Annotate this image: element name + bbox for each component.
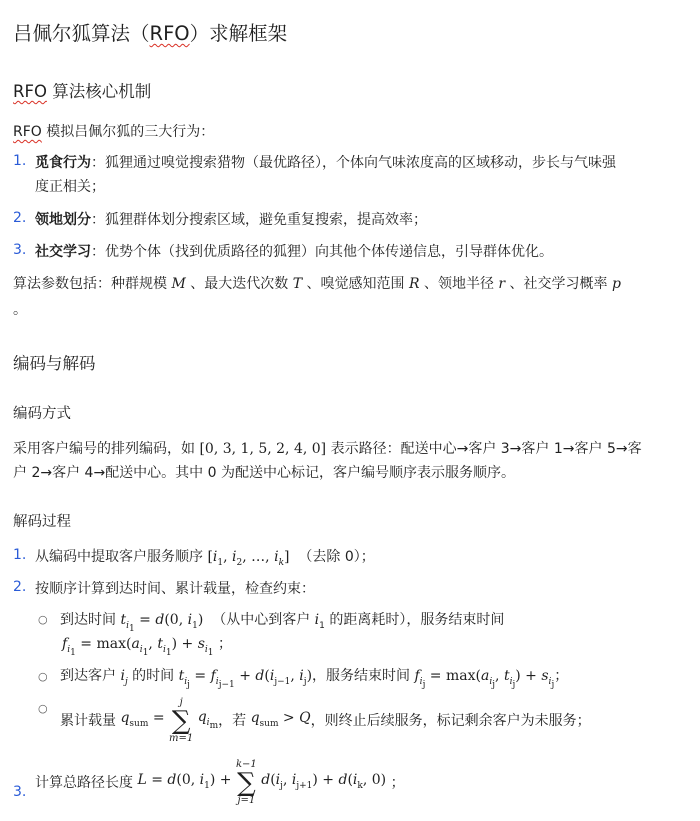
list-number: 2. (13, 210, 27, 226)
page-title: 吕佩尔狐算法（RFO）求解框架 (13, 22, 288, 45)
decode-step-3: 计算总路径长度 L = d(0, $i_1$) + k−1 ∑ j=1 $d(i_j$, $i_{j+1}) + d(i_k$, 0) ； (35, 759, 405, 806)
list-number: 3. (13, 242, 27, 258)
encoding-vector: [0, 3, 1, 5, 2, 4, 0] (199, 441, 327, 457)
params-end: 。 (13, 302, 27, 318)
decode-step-2: 按顺序计算到达时间、累计载量，检查约束： (35, 581, 315, 597)
formula-length: L = d(0, $i_1$) + (137, 772, 236, 791)
intro-paragraph: RFO 模拟吕佩尔狐的三大行为： (13, 124, 215, 140)
list-number: 2. (13, 579, 27, 595)
decode-step-1: 从编码中提取客户服务顺序 [$i_1$, $i_2$, …, $i_k$] （去除 0）； (35, 549, 375, 568)
decode-substep-arrival: 到达时间 $t_{i_1} = d(0$, $i_1$) （从中心到客户 $i_1$ 的距离耗时），服务结束时间 (60, 612, 505, 634)
subheading-decoding: 解码过程 (13, 514, 71, 530)
list-item-social: 社交学习：优势个体（找到优质路径的狐狸）向其他个体传递信息，引导群体优化。 (35, 244, 553, 260)
section-heading-core: RFO 算法核心机制 (13, 82, 152, 101)
decode-substep-next: 到达客户 $i_j$ 的时间 $t_{i_j} = f_{i_{j-1}} + d(i_{j-1}$, $i_j$)，服务结束时间 $f_{i_j} = \max(a_{i_j}$, $t_{i_j}) + s_{i_j}$； (60, 668, 569, 690)
formula-arrival-j: $t_{i_j} = f_{i_{j-1}} + d(i_{j-1}$, $i_j$) (178, 668, 313, 690)
decode-substep-load: 累计载量 $q_{sum}$ = j ∑ m=1 $q_{i_m}$，若 $q_{sum} > Q$，则终止后续服务，标记剩余客户为未服务； (60, 697, 591, 744)
list-item-foraging-cont: 度正相关； (35, 179, 105, 195)
list-item-territory: 领地划分：狐狸群体划分搜索区域，避免重复搜索，提高效率； (35, 212, 427, 228)
encoding-paragraph-line2: 户 2→客户 4→配送中心。其中 0 为配送中心标记，客户编号顺序表示服务顺序。 (13, 465, 515, 481)
formula-load: $q_{sum}$ = (120, 710, 170, 729)
section-heading-encoding: 编码与解码 (13, 354, 96, 373)
list-item-foraging: 觅食行为：狐狸通过嗅觉搜索猎物（最优路径），个体向气味浓度高的区域移动，步长与气味强 (35, 155, 616, 171)
formula-order: [$i_1$, $i_2$, …, $i_k$] (207, 549, 290, 568)
sum-symbol: j ∑ m=1 (169, 697, 194, 744)
encoding-paragraph-line1: 采用客户编号的排列编码，如 [0, 3, 1, 5, 2, 4, 0] 表示路径：配送中心→客户 3→客户 1→客户 5→客 (13, 441, 642, 457)
bullet-circle: ○ (38, 670, 48, 683)
list-number: 1. (13, 153, 27, 169)
formula-finish-j: $f_{i_j} = \max(a_{i_j}$, $t_{i_j}) + s_{i_j}$ (414, 668, 555, 690)
params-paragraph: 算法参数包括：种群规模 M 、最大迭代次数 T 、嗅觉感知范围 R 、领地半径 r 、社交学习概率 p (13, 276, 621, 292)
subheading-encoding-method: 编码方式 (13, 406, 71, 422)
title-rfo: RFO (149, 22, 190, 45)
list-number: 1. (13, 547, 27, 563)
bullet-circle: ○ (38, 613, 48, 626)
formula-arrival-first: $t_{i_1} = d(0$, $i_1$) (120, 612, 204, 634)
bullet-circle: ○ (38, 702, 48, 715)
formula-finish-first: $f_{i_1} = \max(a_{i_1}$, $t_{i_1}) + s_{i_1}$ ； (62, 636, 232, 658)
list-number: 3. (13, 784, 27, 800)
sum-symbol: k−1 ∑ j=1 (235, 759, 257, 806)
